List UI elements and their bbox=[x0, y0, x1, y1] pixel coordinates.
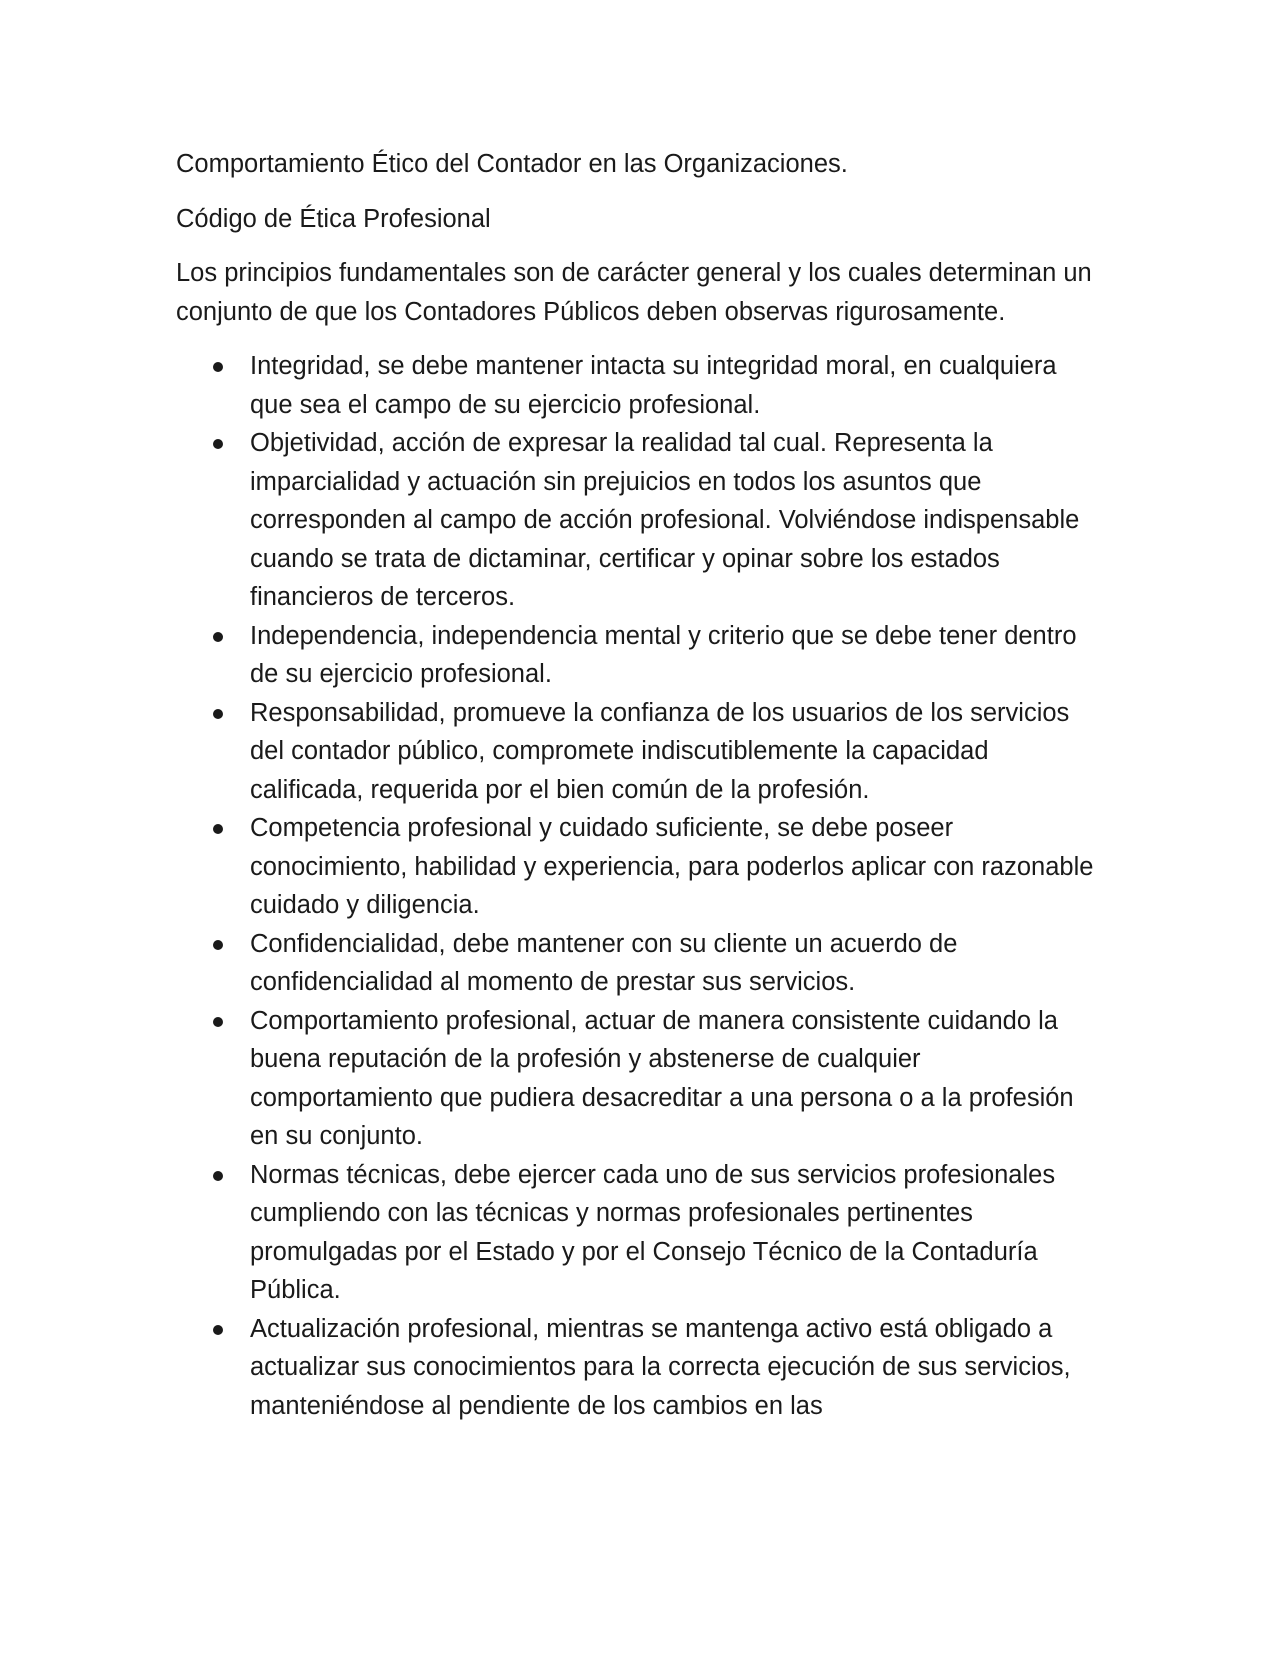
document-title: Comportamiento Ético del Contador en las Organizaciones. bbox=[176, 150, 848, 178]
principle-text: Integridad, se debe mantener intacta su integridad moral, en cualquiera que sea el campo de su ejercicio profesional. bbox=[250, 352, 1057, 419]
bullet-icon bbox=[213, 362, 223, 372]
bullet-icon bbox=[213, 709, 223, 719]
principle-independencia bbox=[176, 617, 1106, 694]
bullet-icon bbox=[213, 824, 223, 834]
document-body bbox=[176, 145, 1106, 1425]
principle-comportamiento bbox=[176, 1002, 1106, 1156]
bullet-icon bbox=[213, 1171, 223, 1181]
principle-text: Confidencialidad, debe mantener con su cliente un acuerdo de confidencialidad al momento de prestar sus servicios. bbox=[250, 929, 958, 996]
principle-text: Competencia profesional y cuidado suficiente, se debe poseer conocimiento, habilidad y experiencia, para poderlos aplicar con razonable cuidado y diligencia. bbox=[250, 814, 1094, 919]
principles-list bbox=[176, 347, 1106, 1425]
bullet-icon bbox=[213, 1017, 223, 1027]
principle-text: Responsabilidad, promueve la confianza de los usuarios de los servicios del contador público, compromete indiscutiblemente la capacidad calificada, requerida por el bien común de la profesión. bbox=[250, 698, 1070, 804]
principle-integridad bbox=[176, 347, 1106, 424]
principle-competencia bbox=[176, 809, 1106, 925]
bullet-icon bbox=[213, 439, 223, 449]
principle-actualizacion bbox=[176, 1310, 1106, 1426]
principle-normas-tecnicas bbox=[176, 1156, 1106, 1310]
principle-text: Normas técnicas, debe ejercer cada uno de sus servicios profesionales cumpliendo con las técnicas y normas profesionales pertinentes promulgadas por el Estado y por el Consejo Técnico de la Contaduría Pública. bbox=[250, 1160, 1056, 1304]
intro-paragraph: Los principios fundamentales son de carácter general y los cuales determinan un conjunto de que los Contadores Públicos deben observas rigurosamente. bbox=[176, 259, 1092, 326]
principle-confidencialidad bbox=[176, 925, 1106, 1002]
bullet-icon bbox=[213, 632, 223, 642]
document-subtitle: Código de Ética Profesional bbox=[176, 204, 491, 233]
principle-text: Independencia, independencia mental y criterio que se debe tener dentro de su ejercicio profesional. bbox=[250, 621, 1077, 688]
principle-text: Objetividad, acción de expresar la realidad tal cual. Representa la imparcialidad y actuación sin prejuicios en todos los asuntos que corresponden al campo de acción profesional. Volviéndose indispensable cuando se trata de dictaminar, certificar y opinar sobre los estados financieros de terceros. bbox=[250, 429, 1080, 611]
principle-objetividad bbox=[176, 424, 1106, 617]
bullet-icon bbox=[213, 940, 223, 950]
bullet-icon bbox=[213, 1325, 223, 1335]
principle-responsabilidad bbox=[176, 694, 1106, 810]
principle-text: Actualización profesional, mientras se mantenga activo está obligado a actualizar sus conocimientos para la correcta ejecución de sus servicios, manteniéndose al pendiente de los cambios en las bbox=[250, 1314, 1071, 1420]
principle-text: Comportamiento profesional, actuar de manera consistente cuidando la buena reputación de la profesión y abstenerse de cualquier comportamiento que pudiera desacreditar a una persona o a la profesión en su conjunto. bbox=[250, 1006, 1074, 1150]
